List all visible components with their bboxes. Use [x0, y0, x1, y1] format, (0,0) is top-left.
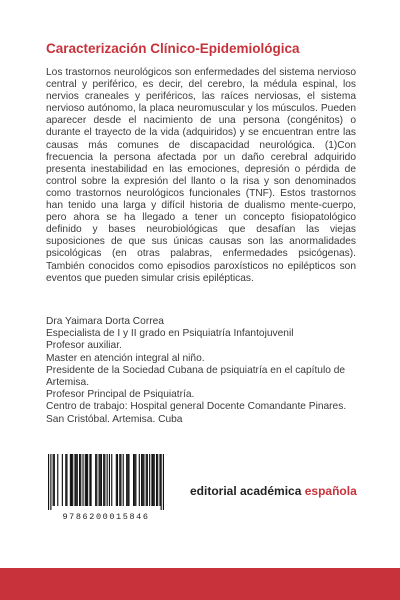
publisher-name [190, 484, 357, 498]
barcode-bar [142, 454, 143, 506]
author-line: Dra Yaimara Dorta Correa [46, 316, 164, 327]
barcode-bar [128, 454, 129, 506]
isbn-number: 9786200015846 [62, 512, 150, 522]
barcode-bar [154, 454, 155, 506]
barcode-bar [157, 454, 158, 506]
barcode-bar [65, 454, 66, 506]
barcode-bar [163, 454, 164, 510]
barcode-bar [100, 454, 101, 506]
barcode-bar [111, 454, 112, 506]
barcode-bar [85, 454, 86, 506]
barcode-bar [126, 454, 127, 506]
author-line: Profesor Principal de Psiquiatría. [46, 389, 195, 401]
barcode-bar [146, 454, 147, 506]
publisher-name-main: editorial académica [190, 484, 305, 498]
barcode-bar [120, 454, 121, 506]
barcode-bar [107, 454, 108, 506]
barcode-bar [72, 454, 73, 506]
barcode-bar [151, 454, 152, 506]
barcode-bar [82, 454, 83, 506]
footer-color-band [0, 568, 400, 600]
barcode-bar [71, 454, 72, 506]
author-line: Profesor auxiliar. [46, 340, 122, 352]
barcode-bar [99, 454, 100, 506]
barcode-bar [139, 454, 140, 506]
barcode-bar [123, 454, 124, 506]
barcode-bar [159, 454, 160, 506]
barcode-bar [96, 454, 97, 506]
barcode-bar [53, 454, 54, 506]
barcode-bar [134, 454, 135, 506]
publisher-name-accent: española [304, 484, 357, 498]
author-line: Especialista de I y II grado en Psiquiatría Infantojuvenil [46, 328, 294, 340]
barcode-bar [104, 454, 105, 506]
barcode-bar [153, 454, 154, 506]
barcode-bar [95, 454, 96, 506]
author-line: Presidente de la Sociedad Cubana de psiquiatría en el capítulo de Artemisa. [46, 364, 346, 389]
barcode-bar [76, 454, 77, 506]
barcode-bar [103, 454, 104, 506]
barcode-graphic [46, 454, 166, 510]
barcode-bar [119, 454, 120, 506]
barcode-bar [57, 454, 58, 506]
barcode-bar [135, 454, 136, 506]
barcode-bar [54, 454, 55, 506]
barcode-bar [143, 454, 144, 506]
barcode-bar [79, 454, 80, 506]
barcode-bar [141, 454, 142, 506]
barcode-bar [80, 454, 81, 506]
barcode-bar [117, 454, 118, 506]
author-bio [46, 316, 356, 426]
barcode-bar [133, 454, 134, 506]
barcode-bar [70, 454, 71, 506]
author-line: Master en atención integral al niño. [46, 352, 205, 364]
barcode-bar [156, 454, 157, 506]
barcode-bar [101, 454, 102, 506]
barcode-bar [109, 454, 110, 506]
barcode-bar [161, 454, 162, 510]
barcode-bar [89, 454, 90, 506]
barcode-bar [149, 454, 150, 506]
barcode-bar [66, 454, 67, 506]
barcode-bar [62, 454, 63, 506]
barcode-bar [86, 454, 87, 506]
author-line: Centro de trabajo: Hospital general Docente Comandante Pinares. San Cristóbal. Artemisa. Cuba [46, 401, 347, 425]
barcode-bar [147, 454, 148, 506]
barcode-bar [127, 454, 128, 506]
abstract-block [46, 67, 356, 285]
barcode-bar [48, 454, 49, 510]
isbn-barcode [46, 454, 166, 524]
barcode-bar [87, 454, 88, 506]
abstract-text: Los trastornos neurológicos son enfermedades del sistema nervioso central y periférico, es decir, del cerebro, la médula espinal, los nervios craneales y periféricos, las raíces nerviosas, el sistema nervioso autónomo, la placa neuromuscular y los músculos. Pueden aparecer desde el nacimiento de una persona (congénitos) o durante el trayecto de la vida (adquiridos) y se encuentran entre las causas más comunes de discapacidad neurológica. (1)Con frecuencia la persona afectada por un daño cerebral adquirido presenta inestabilidad en las emociones, depresión o pérdida de control sobre la expresión del llanto o la risa y son denominados como trastornos neurológicos funcionales (TNF). Estos trastornos han tenido una larga y difícil historia de dualismo mente-cuerpo, pero ahora se ha llegado a tener un concepto fisiopatológico definido y bases neurobiológicas que desafían las viejas suposiciones de que sus únicas causas son las anormalidades psicológicas (en otras palabras, enfermedades psicógenas). También conocidos como episodios paroxísticos no epilépticos son eventos que pueden simular crisis epilépticas. [46, 67, 356, 284]
barcode-bar [74, 454, 75, 506]
barcode-bar [91, 454, 92, 506]
barcode-bar [77, 454, 78, 506]
barcode-bar [50, 454, 51, 510]
barcode-bar [116, 454, 117, 506]
book-title: Caracterización Clínico-Epidemiológica [46, 41, 300, 56]
